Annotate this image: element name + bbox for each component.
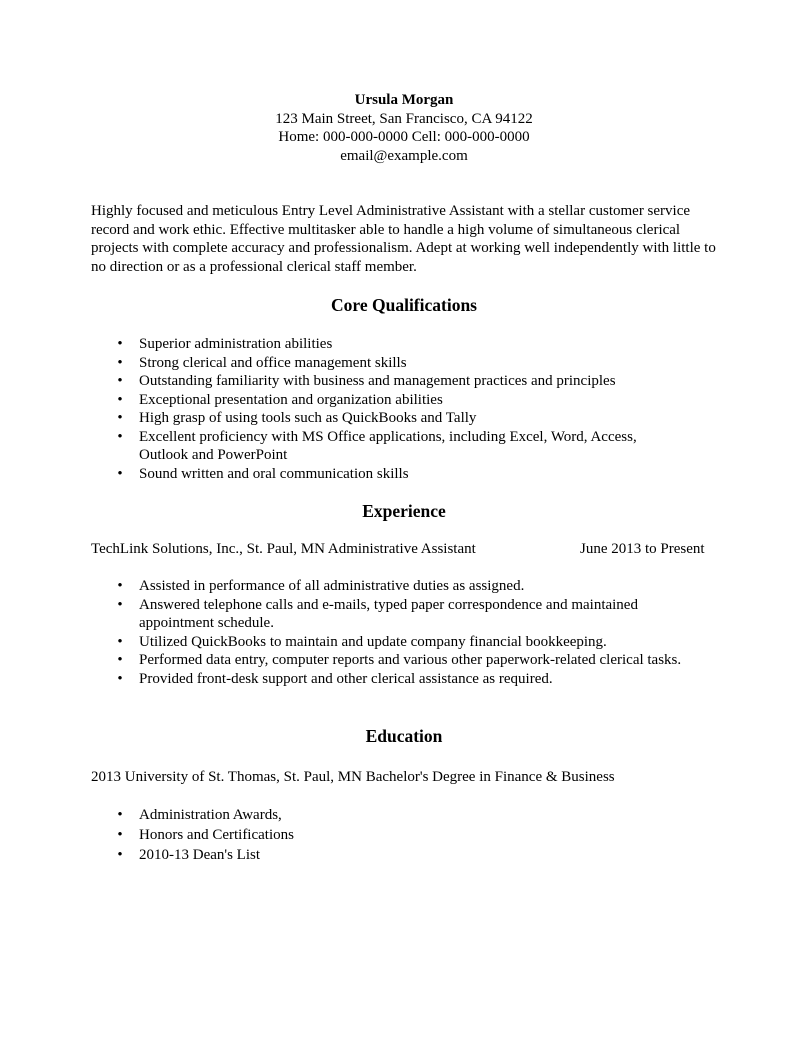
contact-header bbox=[0, 91, 808, 165]
list-item: • Exceptional presentation and organization abilities bbox=[0, 391, 699, 410]
list-item: • Performed data entry, computer reports and various other paperwork-related clerical tasks. bbox=[0, 651, 684, 670]
list-item: • Answered telephone calls and e-mails, typed paper correspondence and maintained appointment schedule. bbox=[0, 596, 684, 633]
bullet-icon: • bbox=[117, 465, 123, 482]
list-item: • Utilized QuickBooks to maintain and update company financial bookkeeping. bbox=[0, 633, 699, 652]
bullet-icon: • bbox=[117, 373, 123, 389]
experience-heading: Experience bbox=[362, 501, 446, 521]
list-item: • Outstanding familiarity with business and management practices and principles bbox=[0, 372, 699, 391]
education-heading: Education bbox=[365, 726, 443, 746]
experience-list bbox=[0, 577, 808, 688]
list-item: • 2010-13 Dean's List bbox=[0, 845, 699, 865]
bullet-icon: • bbox=[117, 827, 123, 843]
bullet-icon: • bbox=[117, 807, 123, 823]
list-item: • Strong clerical and office management skills bbox=[0, 354, 699, 373]
degree-line: 2013 University of St. Thomas, St. Paul, MN Bachelor's Degree in Finance & Business bbox=[91, 769, 615, 785]
list-item: • Provided front-desk support and other clerical assistance as required. bbox=[0, 670, 699, 689]
email: email@example.com bbox=[340, 147, 468, 164]
list-item: • Excellent proficiency with MS Office applications, including Excel, Word, Access, Outlook and PowerPoint bbox=[0, 428, 679, 465]
bullet-icon: • bbox=[117, 670, 123, 687]
bullet-icon: • bbox=[117, 596, 123, 613]
phone-numbers: Home: 000-000-0000 Cell: 000-000-0000 bbox=[278, 129, 530, 145]
bullet-icon: • bbox=[117, 354, 123, 371]
qualifications-heading: Core Qualifications bbox=[331, 295, 477, 315]
bullet-icon: • bbox=[117, 652, 123, 668]
list-item: • Superior administration abilities bbox=[0, 335, 699, 354]
list-item: • Assisted in performance of all administrative duties as assigned. bbox=[0, 577, 699, 596]
list-item: • Administration Awards, bbox=[0, 805, 699, 825]
bullet-icon: • bbox=[117, 847, 123, 863]
bullet-icon: • bbox=[117, 428, 123, 445]
education-list bbox=[0, 805, 808, 865]
bullet-icon: • bbox=[117, 336, 123, 352]
bullet-icon: • bbox=[117, 391, 123, 408]
bullet-icon: • bbox=[117, 633, 123, 650]
list-item: • Sound written and oral communication skills bbox=[0, 465, 699, 484]
bullet-icon: • bbox=[117, 578, 123, 594]
address: 123 Main Street, San Francisco, CA 94122 bbox=[275, 110, 533, 127]
job-title-line: TechLink Solutions, Inc., St. Paul, MN Administrative Assistant bbox=[91, 541, 476, 557]
list-item: • High grasp of using tools such as QuickBooks and Tally bbox=[0, 409, 699, 428]
list-item: • Honors and Certifications bbox=[0, 825, 699, 845]
job-dates: June 2013 to Present bbox=[580, 541, 705, 557]
bullet-icon: • bbox=[117, 410, 123, 426]
professional-summary: Highly focused and meticulous Entry Level Administrative Assistant with a stellar customer service record and work ethic. Effective multitasker able to handle a high volume of simultaneous clerical projects with complete accuracy and professionalism. Adept at working well independently with little to no direction or as a professional clerical staff member. bbox=[91, 203, 716, 275]
qualifications-list bbox=[0, 335, 808, 483]
candidate-name: Ursula Morgan bbox=[354, 92, 454, 108]
